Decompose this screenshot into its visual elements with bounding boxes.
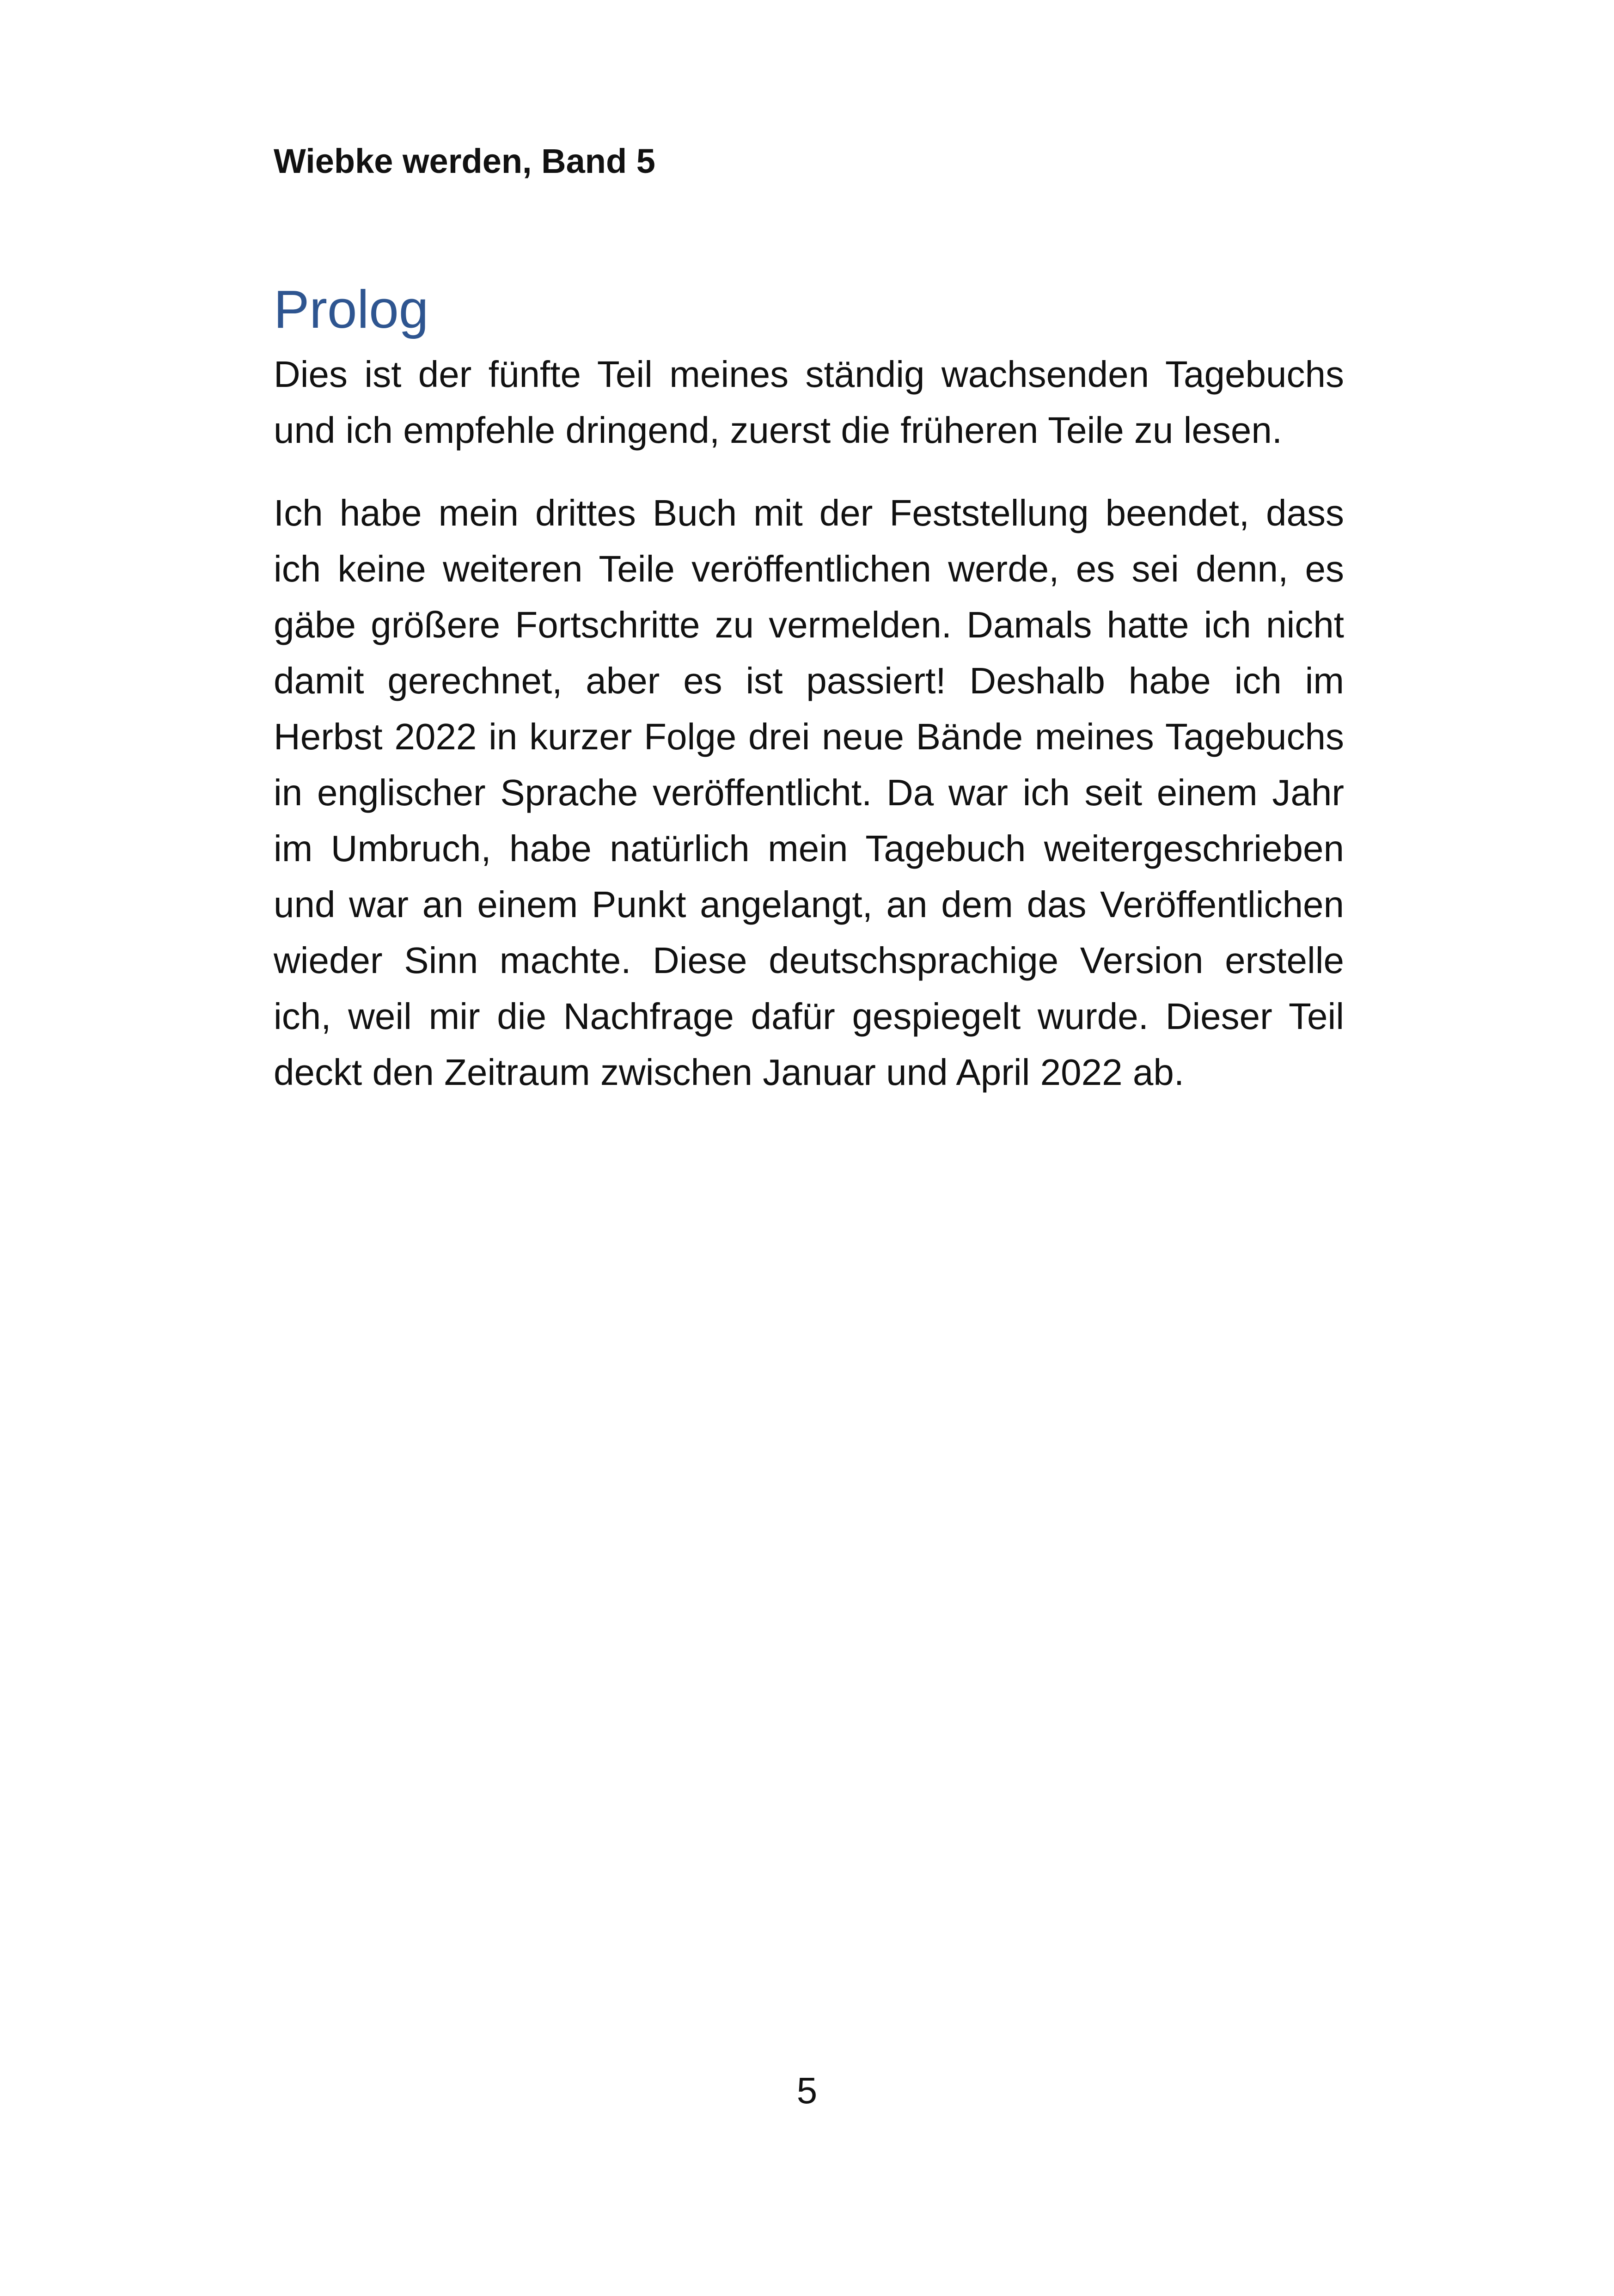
chapter-content	[274, 277, 1344, 1127]
paragraph-intro: Dies ist der fünfte Teil meines ständig wachsenden Tagebuchs und ich empfehle dringend, zuerst die früheren Teile zu lesen.	[274, 354, 1344, 451]
page-number: 5	[796, 2070, 818, 2111]
chapter-title: Prolog	[274, 279, 429, 339]
running-header: Wiebke werden, Band 5	[274, 142, 655, 180]
paragraph-body: Ich habe mein drittes Buch mit der Feststellung beendet, dass ich keine weiteren Teile veröffentlichen werde, es sei denn, es gäbe größere Fortschritte zu vermelden. Damals hatte ich nicht damit gerechnet, aber es ist passiert! Deshalb habe ich im Herbst 2022 in kurzer Folge drei neue Bände meines Tagebuchs in englischer Sprache veröffentlicht. Da war ich seit einem Jahr im Umbruch, habe natürlich mein Tagebuch weitergeschrieben und war an einem Punkt angelangt, an dem das Veröffentlichen wieder Sinn machte. Diese deutschsprachige Version erstelle ich, weil mir die Nachfrage dafür gespiegelt wurde. Dieser Teil deckt den Zeitraum zwischen Januar und April 2022 ab.	[274, 492, 1344, 1093]
